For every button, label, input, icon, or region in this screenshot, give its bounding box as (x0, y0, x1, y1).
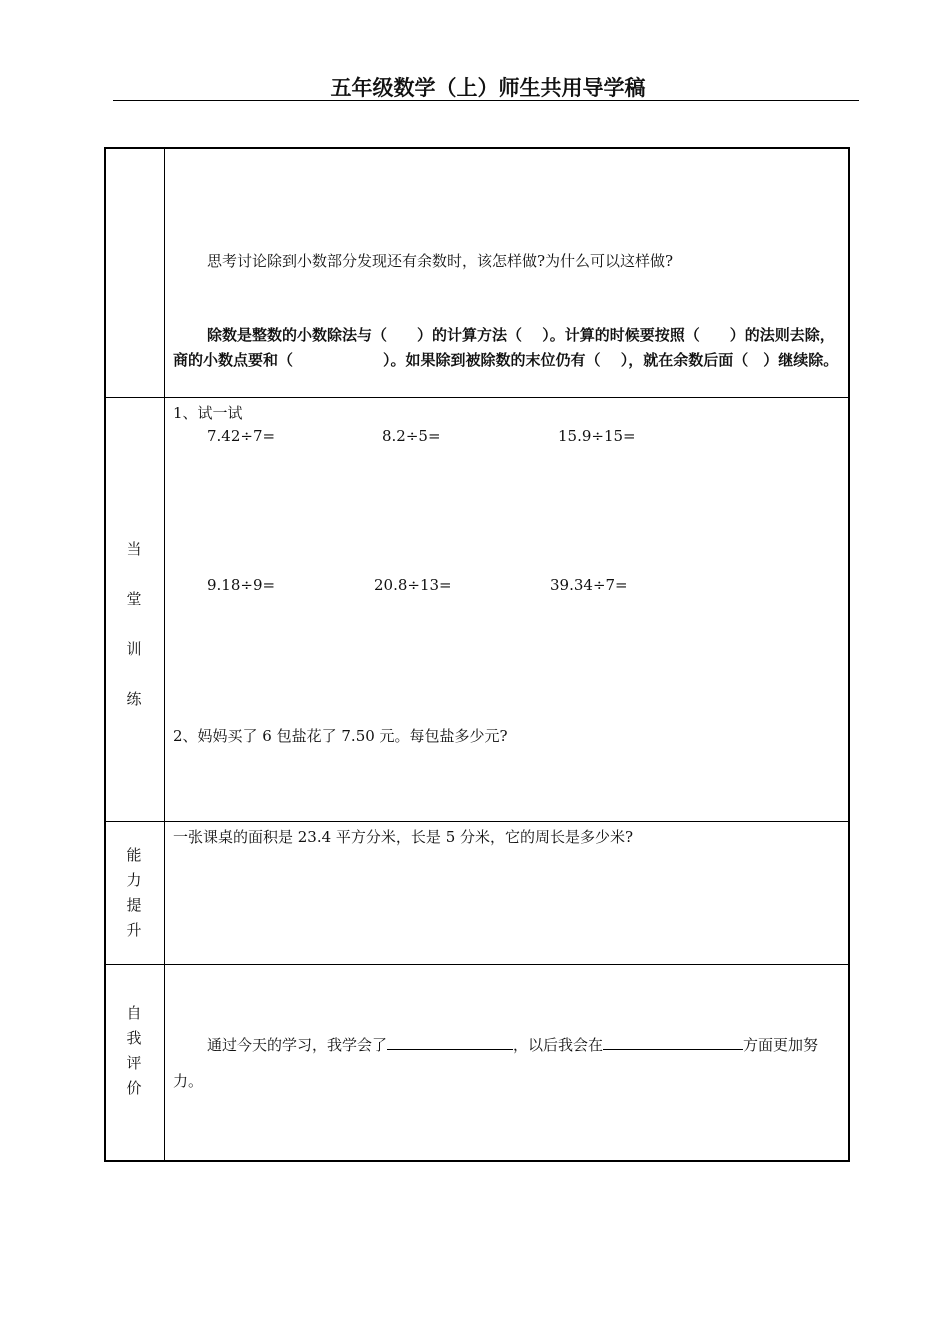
label-char: 当 (126, 540, 142, 558)
exercise-1-title: 1、试一试 (173, 404, 243, 422)
exercise-item: 20.8÷13= (374, 576, 452, 594)
row-divider-2 (104, 821, 850, 822)
word-problem-desk: 一张课桌的面积是 23.4 平方分米，长是 5 分米，它的周长是多少米? (173, 828, 634, 846)
label-char: 我 (126, 1029, 142, 1047)
self-eval-text-2: ，以后我会在 (513, 1036, 604, 1054)
label-column-divider (164, 147, 165, 1162)
row-divider-3 (104, 964, 850, 965)
exercise-item: 39.34÷7= (550, 576, 628, 594)
exercise-item: 8.2÷5= (382, 427, 441, 445)
label-char: 训 (126, 640, 142, 658)
label-char: 力 (126, 871, 142, 889)
title-underline (113, 100, 859, 101)
row-divider-1 (104, 397, 850, 398)
section-label-self-evaluation (104, 1001, 164, 1101)
label-char: 能 (126, 846, 142, 864)
discussion-question: 思考讨论除到小数部分发现还有余数时，该怎样做?为什么可以这样做? (207, 252, 674, 270)
word-problem-salt: 2、妈妈买了 6 包盐花了 7.50 元。每包盐多少元? (173, 727, 508, 745)
exercise-item: 9.18÷9= (207, 576, 276, 594)
self-eval-text-3: 方面更加努力。 (173, 1036, 819, 1090)
self-eval-text-1: 通过今天的学习，我学会了 (207, 1036, 388, 1054)
exercise-item: 15.9÷15= (558, 427, 636, 445)
label-char: 堂 (126, 590, 142, 608)
label-char: 升 (126, 921, 142, 939)
label-char: 自 (126, 1004, 142, 1022)
learned-blank (387, 1035, 513, 1050)
label-char: 价 (126, 1079, 142, 1097)
section-label-classroom-practice (104, 524, 164, 724)
section-label-ability-improvement (104, 843, 164, 943)
label-char: 练 (126, 690, 142, 708)
label-char: 评 (126, 1054, 142, 1072)
division-rule-fill-in: 除数是整数的小数除法与（ ）的计算方法（ ）。计算的时候要按照（ ）的法则去除，商的小数点要和（ ）。如果除到被除数的末位仍有（ ），就在余数后面（ ）继续除。 (173, 326, 839, 369)
label-char: 提 (126, 896, 142, 914)
exercise-item: 7.42÷7= (207, 427, 276, 445)
improve-blank (603, 1035, 743, 1050)
self-evaluation-sentence (173, 1027, 845, 1099)
worksheet-table (104, 147, 850, 1162)
page-title: 五年级数学（上）师生共用导学稿 (330, 76, 646, 100)
